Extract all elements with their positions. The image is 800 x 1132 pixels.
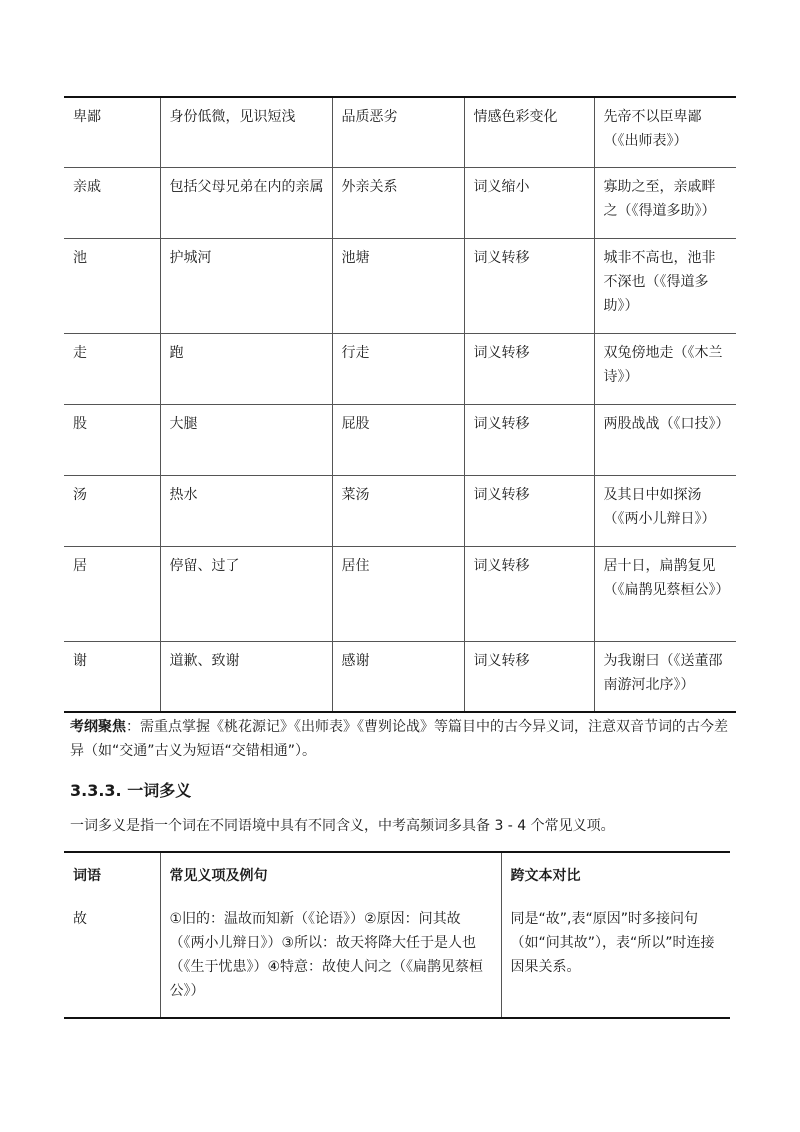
word-cell: 居 — [64, 546, 160, 641]
header-word: 词语 — [73, 868, 101, 884]
section-intro: 一词多义是指一个词在不同语境中具有不同含义，中考高频词多具备 3 - 4 个常见义项。 — [70, 818, 615, 834]
modern-meaning-cell: 居住 — [332, 546, 464, 641]
table-row — [64, 900, 730, 1018]
change-type-cell: 情感色彩变化 — [464, 97, 594, 167]
modern-meaning-cell: 外亲关系 — [332, 167, 464, 238]
modern-meaning-cell: 池塘 — [332, 238, 464, 333]
modern-meaning-cell: 行走 — [332, 333, 464, 404]
change-type-cell: 词义转移 — [464, 238, 594, 333]
word-cell: 走 — [64, 333, 160, 404]
ancient-meaning-cell: 跑 — [160, 333, 332, 404]
header-meanings: 常见义项及例句 — [160, 852, 501, 900]
change-type-cell: 词义转移 — [464, 333, 594, 404]
ancient-meaning-cell: 护城河 — [160, 238, 332, 333]
ancient-meaning-cell: 道歉、致谢 — [160, 641, 332, 712]
comparison-cell: 同是“故”,表“原因”时多接问句（如“问其故”），表“所以”时连接因果关系。 — [501, 900, 730, 1018]
word-cell: 股 — [64, 404, 160, 475]
example-cell: 两股战战（《口技》） — [594, 404, 736, 475]
modern-meaning-cell: 感谢 — [332, 641, 464, 712]
word-cell: 卑鄙 — [73, 109, 101, 125]
table-row — [64, 238, 736, 333]
meanings-cell: ①旧的：温故而知新（《论语》）②原因：问其故（《两小儿辩日》）③所以：故天将降大任于是人也（《生于忧患》）④特意：故使人问之（《扁鹊见蔡桓公》） — [160, 900, 501, 1018]
table-row — [64, 641, 736, 712]
ancient-modern-meaning-table — [64, 96, 736, 713]
ancient-meaning-cell: 停留、过了 — [160, 546, 332, 641]
modern-meaning-cell: 品质恶劣 — [332, 97, 464, 167]
change-type-cell: 词义缩小 — [464, 167, 594, 238]
change-type-cell: 词义转移 — [464, 404, 594, 475]
modern-meaning-cell: 屁股 — [332, 404, 464, 475]
change-type-cell: 词义转移 — [464, 546, 594, 641]
example-cell: 为我谢曰（《送董邵南游河北序》） — [594, 641, 736, 712]
example-cell: 城非不高也，池非不深也（《得道多助》） — [594, 238, 736, 333]
exam-focus-label: 考纲聚焦 — [70, 719, 126, 735]
ancient-meaning-cell: 热水 — [160, 475, 332, 546]
ancient-meaning-cell: 大腿 — [160, 404, 332, 475]
table-row — [64, 97, 736, 167]
table-row — [64, 546, 736, 641]
example-cell: 寡助之至，亲戚畔之（《得道多助》） — [594, 167, 736, 238]
table-row — [64, 475, 736, 546]
example-cell: 居十日，扁鹊复见（《扁鹊见蔡桓公》） — [594, 546, 736, 641]
exam-focus-note — [70, 715, 740, 763]
polysemy-table — [64, 851, 730, 1019]
table-header-row — [64, 852, 730, 900]
exam-focus-text: ：需重点掌握《桃花源记》《出师表》《曹刿论战》等篇目中的古今异义词，注意双音节词的古今差异（如“交通”古义为短语“交错相通”）。 — [70, 719, 728, 759]
word-cell: 汤 — [64, 475, 160, 546]
modern-meaning-cell: 菜汤 — [332, 475, 464, 546]
table-row — [64, 333, 736, 404]
word-cell: 池 — [64, 238, 160, 333]
change-type-cell: 词义转移 — [464, 475, 594, 546]
example-cell: 先帝不以臣卑鄙（《出师表》） — [594, 97, 736, 167]
example-cell: 及其日中如探汤（《两小儿辩日》） — [594, 475, 736, 546]
change-type-cell: 词义转移 — [464, 641, 594, 712]
example-cell: 双兔傍地走（《木兰诗》） — [594, 333, 736, 404]
table-row — [64, 167, 736, 238]
word-cell: 故 — [73, 911, 87, 927]
word-cell: 亲戚 — [64, 167, 160, 238]
header-comparison: 跨文本对比 — [501, 852, 730, 900]
ancient-meaning-cell: 包括父母兄弟在内的亲属 — [160, 167, 332, 238]
section-heading: 3.3.3. 一词多义 — [70, 781, 192, 800]
ancient-meaning-cell: 身份低微，见识短浅 — [160, 97, 332, 167]
table-row — [64, 404, 736, 475]
word-cell: 谢 — [64, 641, 160, 712]
